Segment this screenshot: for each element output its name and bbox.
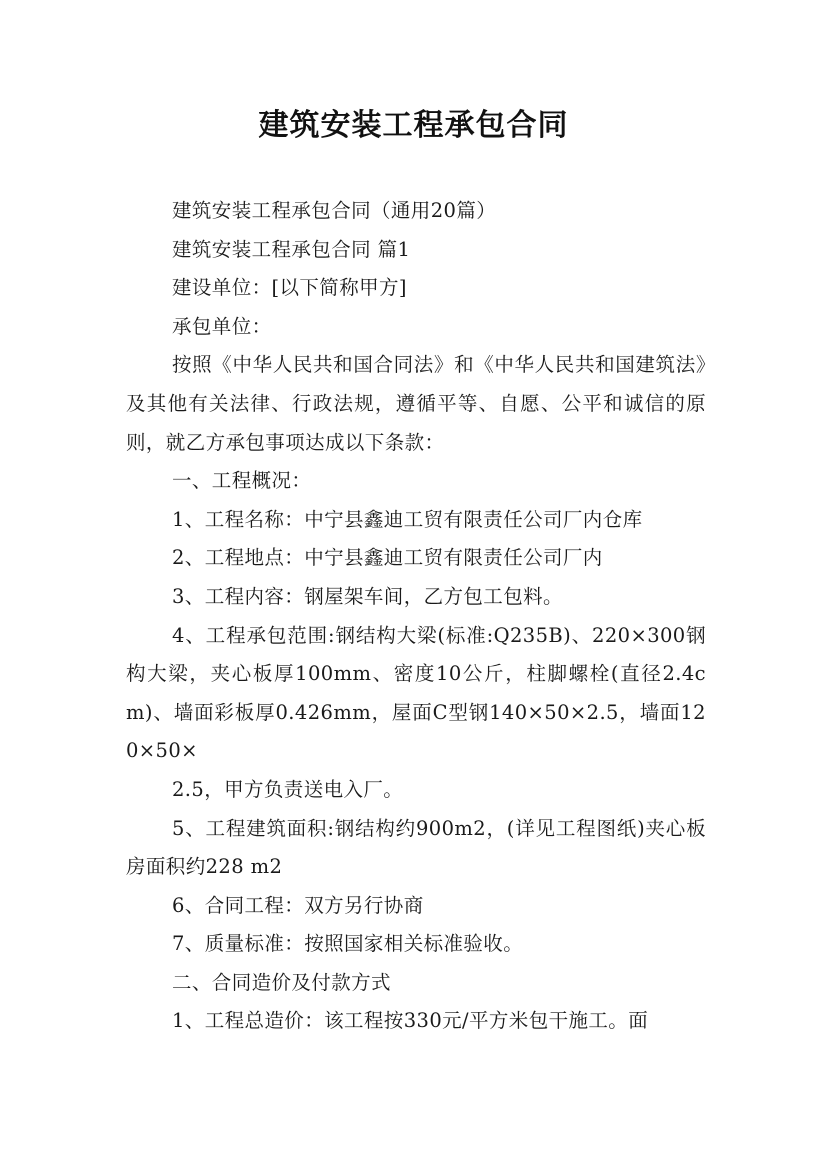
document-title: 建筑安装工程承包合同 bbox=[258, 108, 569, 143]
clause-paragraph: 7、质量标准：按照国家相关标准验收。 bbox=[172, 932, 524, 956]
subtitle-paragraph: 建筑安装工程承包合同（通用20篇） bbox=[172, 199, 497, 222]
clause-paragraph: 5、工程建筑面积:钢结构约900m2，(详见工程图纸)夹心板房面积约228 m2 bbox=[126, 816, 706, 879]
section-heading: 二、合同造价及付款方式 bbox=[172, 970, 391, 994]
clause-paragraph: 6、合同工程：双方另行协商 bbox=[172, 893, 424, 917]
clause-paragraph: 3、工程内容：钢屋架车间，乙方包工包料。 bbox=[172, 584, 563, 608]
party-b-line: 承包单位： bbox=[172, 314, 272, 338]
clause-paragraph: 1、工程名称：中宁县鑫迪工贸有限责任公司厂内仓库 bbox=[172, 507, 643, 531]
clause-paragraph: 1、工程总造价：该工程按330元/平方米包干施工。面 bbox=[172, 1009, 649, 1033]
section-heading: 一、工程概况： bbox=[172, 469, 312, 493]
clause-paragraph: 2.5，甲方负责送电入厂。 bbox=[172, 777, 404, 801]
preamble-paragraph: 按照《中华人民共和国合同法》和《中华人民共和国建筑法》及其他有关法律、行政法规，遵循平等、自愿、公平和诚信的原则，就乙方承包事项达成以下条款： bbox=[126, 353, 706, 454]
clause-paragraph: 2、工程地点：中宁县鑫迪工贸有限责任公司厂内 bbox=[172, 546, 603, 570]
party-a-line: 建设单位：[以下简称甲方] bbox=[172, 276, 407, 300]
document-body bbox=[126, 192, 706, 1041]
section-heading: 建筑安装工程承包合同 篇1 bbox=[172, 237, 411, 261]
clause-paragraph: 4、工程承包范围:钢结构大梁(标准:Q235B)、220×300钢构大梁，夹心板厚100mm、密度10公斤，柱脚螺栓(直径2.4cm)、墙面彩板厚0.426mm，屋面C型钢140×50×2.5，墙面120×50× bbox=[126, 623, 706, 763]
